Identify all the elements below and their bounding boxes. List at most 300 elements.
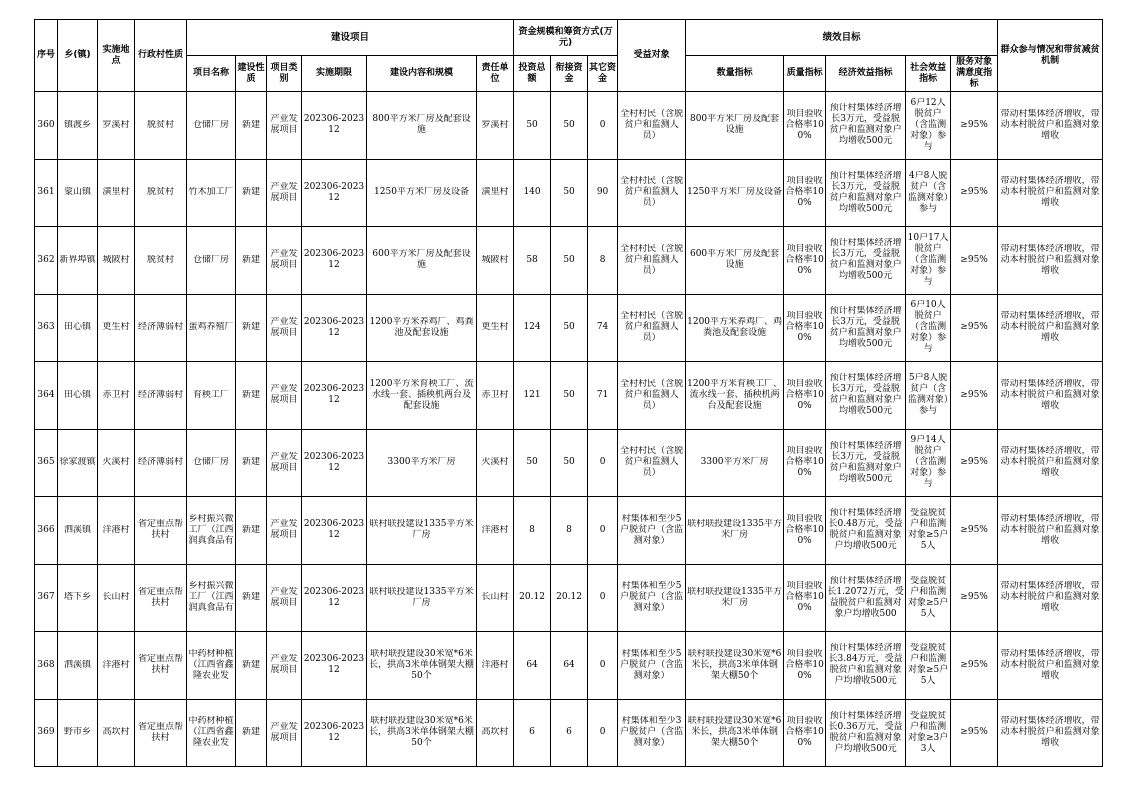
cell-content-text: 600平方米厂房及配套设施 (372, 249, 471, 271)
cell-project-name-text: 仓储厂房 (192, 457, 229, 468)
cell-township-text: 新界埠镇 (59, 254, 96, 265)
cell-economic-text: 预计村集体经济增长3万元，受益脱贫户和监测对象户均增收500元 (829, 440, 902, 484)
cell-mechanism-text: 带动村集体经济增收，带动本村脱贫户和监测对象增收 (1000, 648, 1100, 681)
cell-township-text: 徐家渡镇 (59, 457, 96, 468)
cell-township (58, 92, 98, 160)
table-body (35, 92, 1103, 767)
cell-township-text: 泗溪镇 (63, 659, 91, 670)
cell-project-name-text: 竹木加工厂 (188, 187, 234, 198)
cell-village-type-text: 经济薄弱村 (137, 322, 183, 333)
cell-beneficiary (618, 159, 686, 227)
cell-village-type (135, 632, 187, 700)
cell-responsible (477, 227, 514, 295)
cell-satisfaction (951, 362, 998, 430)
cell-location (98, 497, 135, 565)
cell-village-type-text: 脱贫村 (146, 187, 174, 198)
cell-content (367, 429, 477, 497)
cell-content (367, 497, 477, 565)
cell-linked-fund-text: 64 (563, 659, 575, 670)
cell-period (302, 632, 367, 700)
table-row (35, 632, 1103, 700)
cell-mechanism (998, 159, 1103, 227)
cell-seq-text: 369 (37, 727, 55, 738)
cell-beneficiary-text: 村集体和至少3户脱贫户（含监测对象） (620, 716, 684, 749)
cell-build-nature (236, 429, 267, 497)
cell-beneficiary-text: 全村村民（含脱贫户和监测人员） (620, 378, 684, 411)
cell-other-fund-text: 0 (599, 119, 606, 130)
cell-seq (35, 497, 58, 565)
cell-mechanism-text: 带动村集体经济增收，带动本村脱贫户和监测对象增收 (1000, 243, 1100, 276)
cell-period-text: 202306-202312 (303, 586, 365, 608)
cell-linked-fund-text: 50 (563, 119, 575, 130)
cell-quantity-text: 600平方米厂房及配套设施 (689, 249, 780, 271)
cell-category-text: 产业发展项目 (270, 114, 298, 136)
project-table (34, 19, 1103, 767)
cell-social-text: 5户8人脱贫户（含监测对象）参与 (907, 373, 949, 417)
cell-location (98, 699, 135, 767)
cell-location-text: 罗溪村 (102, 119, 130, 130)
cell-economic-text: 预计村集体经济增长1.2072万元，受益脱贫户和监测对象户均增收500 (827, 575, 904, 619)
cell-responsible (477, 497, 514, 565)
cell-build-nature-text: 新建 (241, 119, 260, 130)
cell-period (302, 497, 367, 565)
cell-quality-text: 项目验收合格率100% (785, 311, 824, 344)
cell-economic (826, 92, 906, 160)
cell-responsible-text: 城陂村 (481, 254, 509, 265)
cell-township-text: 蒙山镇 (63, 187, 91, 198)
cell-category-text: 产业发展项目 (270, 451, 298, 473)
cell-responsible-text: 高坎村 (481, 727, 509, 738)
cell-mechanism (998, 92, 1103, 160)
cell-total-investment-text: 20.12 (519, 592, 545, 603)
cell-content (367, 227, 477, 295)
cell-township (58, 362, 98, 430)
cell-location-text: 城陂村 (102, 254, 130, 265)
cell-mechanism-text: 带动村集体经济增收，带动本村脱贫户和监测对象增收 (1000, 378, 1100, 411)
cell-quantity (686, 294, 784, 362)
cell-village-type (135, 362, 187, 430)
cell-social-text: 6户12人脱贫户（含监测对象）参与 (910, 97, 947, 152)
cell-build-nature (236, 497, 267, 565)
cell-linked-fund-text: 50 (563, 322, 575, 333)
cell-other-fund (588, 362, 618, 430)
cell-beneficiary-text: 村集体和至少5户脱贫户（含监测对象） (620, 581, 684, 614)
cell-mechanism-text: 带动村集体经济增收，带动本村脱贫户和监测对象增收 (1000, 446, 1100, 479)
cell-economic (826, 699, 906, 767)
cell-satisfaction (951, 699, 998, 767)
cell-satisfaction-text: ≥95% (960, 322, 988, 333)
cell-social-text: 受益脱贫户和监测对象≥3户3人 (907, 710, 949, 754)
cell-build-nature (236, 294, 267, 362)
cell-beneficiary-text: 村集体和至少5户脱贫户（含监测对象） (620, 513, 684, 546)
col-social-header: 社会效益指标 (906, 56, 951, 92)
cell-period (302, 564, 367, 632)
cell-quality-text: 项目验收合格率100% (785, 716, 824, 749)
cell-quantity-text: 3300平方米厂房 (700, 457, 769, 468)
cell-seq (35, 632, 58, 700)
cell-economic (826, 294, 906, 362)
cell-village-type (135, 699, 187, 767)
cell-mechanism (998, 429, 1103, 497)
cell-content (367, 699, 477, 767)
cell-total-investment (514, 497, 551, 565)
cell-village-type-text: 经济薄弱村 (137, 457, 183, 468)
cell-social (906, 632, 951, 700)
cell-village-type (135, 497, 187, 565)
cell-quality (784, 429, 826, 497)
cell-other-fund-text: 0 (599, 727, 606, 738)
cell-quality-text: 项目验收合格率100% (785, 446, 824, 479)
cell-category (267, 294, 302, 362)
cell-township (58, 429, 98, 497)
cell-other-fund (588, 564, 618, 632)
cell-category (267, 497, 302, 565)
cell-other-fund-text: 8 (599, 254, 606, 265)
cell-period-text: 202306-202312 (303, 519, 365, 541)
cell-quality-text: 项目验收合格率100% (785, 581, 824, 614)
cell-beneficiary (618, 497, 686, 565)
cell-seq-text: 360 (37, 119, 55, 130)
cell-content-text: 联村联投建设1335平方米厂房 (369, 519, 474, 541)
cell-period-text: 202306-202312 (303, 114, 365, 136)
cell-total-investment (514, 227, 551, 295)
cell-build-nature-text: 新建 (241, 659, 260, 670)
cell-category-text: 产业发展项目 (270, 181, 298, 203)
cell-total-investment (514, 294, 551, 362)
cell-mechanism (998, 699, 1103, 767)
cell-seq (35, 159, 58, 227)
table-row (35, 92, 1103, 160)
cell-category-text: 产业发展项目 (270, 721, 298, 743)
cell-period-text: 202306-202312 (303, 181, 365, 203)
cell-linked-fund-text: 50 (563, 457, 575, 468)
cell-project-name (187, 92, 236, 160)
cell-total-investment (514, 632, 551, 700)
funding-group-header: 资金规模和筹资方式(万元) (514, 20, 618, 56)
col-township-header: 乡(镇) (58, 20, 98, 92)
cell-responsible-text: 更生村 (481, 322, 509, 333)
cell-satisfaction (951, 294, 998, 362)
cell-project-name-text: 乡村振兴微工厂（江西润真食品有 (188, 513, 234, 546)
cell-township-text: 田心镇 (63, 322, 91, 333)
col-quality-header: 质量指标 (784, 56, 826, 92)
cell-category (267, 632, 302, 700)
cell-satisfaction-text: ≥95% (960, 524, 988, 535)
cell-beneficiary (618, 429, 686, 497)
cell-total-investment-text: 58 (526, 254, 538, 265)
cell-quantity-text: 联村联投建设1335平方米厂房 (687, 519, 783, 541)
cell-quantity-text: 1200平方米育秧工厂、流水线一套、插秧机两台及配套设施 (687, 378, 783, 411)
cell-project-name (187, 699, 236, 767)
cell-quantity (686, 227, 784, 295)
cell-category-text: 产业发展项目 (270, 586, 298, 608)
cell-category (267, 699, 302, 767)
cell-responsible (477, 362, 514, 430)
cell-other-fund (588, 159, 618, 227)
cell-build-nature-text: 新建 (241, 727, 260, 738)
cell-seq-text: 367 (37, 592, 55, 603)
project-table-sheet (34, 19, 1100, 767)
cell-township-text: 泗溪镇 (63, 524, 91, 535)
col-economic-header: 经济效益指标 (826, 56, 906, 92)
col-content-header: 建设内容和规模 (367, 56, 477, 92)
cell-content-text: 联村联投建设30米宽*6米长，拱高3米单体钢架大棚50个 (369, 648, 474, 681)
cell-other-fund (588, 227, 618, 295)
cell-mechanism-text: 带动村集体经济增收，带动本村脱贫户和监测对象增收 (1000, 716, 1100, 749)
cell-economic-text: 预计村集体经济增长3万元，受益脱贫户和监测对象户均增收500元 (829, 103, 902, 147)
cell-village-type-text: 省定重点帮扶村 (137, 654, 183, 676)
table-row (35, 159, 1103, 227)
cell-location (98, 227, 135, 295)
cell-quality (784, 564, 826, 632)
cell-beneficiary (618, 699, 686, 767)
col-linked-header: 衔接资金 (551, 56, 588, 92)
cell-total-investment-text: 50 (526, 457, 538, 468)
cell-content-text: 800平方米厂房及配套设施 (372, 114, 471, 136)
cell-economic (826, 159, 906, 227)
cell-project-name-text: 仓储厂房 (192, 119, 229, 130)
cell-linked-fund-text: 8 (566, 524, 572, 535)
cell-village-type-text: 省定重点帮扶村 (137, 721, 183, 743)
cell-seq-text: 362 (37, 254, 55, 265)
cell-quality-text: 项目验收合格率100% (785, 176, 824, 209)
cell-other-fund-text: 71 (596, 389, 609, 400)
cell-township (58, 159, 98, 227)
cell-quality-text: 项目验收合格率100% (785, 108, 824, 141)
cell-quality (784, 227, 826, 295)
cell-seq-text: 368 (37, 659, 55, 670)
cell-other-fund (588, 294, 618, 362)
cell-mechanism (998, 362, 1103, 430)
cell-project-name-text: 中药材种植（江西省鑫隆农业发 (188, 648, 234, 681)
cell-quality (784, 92, 826, 160)
cell-project-name-text: 中药材种植（江西省鑫隆农业发 (188, 716, 234, 749)
cell-linked-fund (551, 294, 588, 362)
cell-total-investment-text: 50 (526, 119, 538, 130)
table-row (35, 497, 1103, 565)
cell-build-nature-text: 新建 (241, 524, 260, 535)
cell-location-text: 洋港村 (102, 524, 130, 535)
cell-quality (784, 362, 826, 430)
cell-village-type (135, 159, 187, 227)
col-responsible-header: 责任单位 (477, 56, 514, 92)
cell-responsible (477, 92, 514, 160)
cell-beneficiary-text: 全村村民（含脱贫户和监测人员） (620, 446, 684, 479)
cell-linked-fund (551, 159, 588, 227)
table-row (35, 564, 1103, 632)
cell-quantity (686, 362, 784, 430)
cell-economic-text: 预计村集体经济增长3万元，受益脱贫户和监测对象户均增收500元 (829, 170, 902, 214)
cell-seq-text: 366 (37, 524, 55, 535)
cell-social (906, 362, 951, 430)
cell-total-investment (514, 699, 551, 767)
cell-period (302, 362, 367, 430)
cell-project-name (187, 429, 236, 497)
cell-township-text: 野市乡 (63, 727, 91, 738)
cell-quality-text: 项目验收合格率100% (785, 648, 824, 681)
cell-quantity (686, 497, 784, 565)
cell-total-investment-text: 8 (529, 524, 535, 535)
cell-village-type (135, 227, 187, 295)
col-beneficiary-header: 受益对象 (618, 20, 686, 92)
cell-total-investment (514, 429, 551, 497)
cell-period-text: 202306-202312 (303, 721, 365, 743)
cell-economic-text: 预计村集体经济增长0.36万元，受益脱贫户和监测对象户均增收500元 (828, 710, 903, 754)
cell-period (302, 159, 367, 227)
cell-satisfaction-text: ≥95% (960, 659, 988, 670)
cell-mechanism (998, 632, 1103, 700)
table-row (35, 699, 1103, 767)
col-village-type-header: 行政村性质 (135, 20, 187, 92)
cell-total-investment-text: 124 (523, 322, 541, 333)
cell-location (98, 294, 135, 362)
cell-content-text: 1250平方米厂房及设备 (374, 187, 469, 198)
cell-content (367, 159, 477, 227)
cell-mechanism (998, 497, 1103, 565)
cell-quality (784, 632, 826, 700)
cell-seq-text: 364 (37, 389, 55, 400)
cell-project-name (187, 159, 236, 227)
cell-content (367, 294, 477, 362)
cell-satisfaction (951, 227, 998, 295)
cell-seq (35, 92, 58, 160)
header-row-2 (35, 56, 1103, 92)
cell-content (367, 362, 477, 430)
cell-quantity (686, 92, 784, 160)
cell-quality (784, 699, 826, 767)
cell-responsible (477, 564, 514, 632)
col-mechanism-header: 群众参与情况和带贫减贫机制 (998, 20, 1103, 92)
cell-period-text: 202306-202312 (303, 249, 365, 271)
cell-build-nature-text: 新建 (241, 187, 260, 198)
cell-responsible-text: 洋港村 (481, 659, 509, 670)
cell-mechanism-text: 带动村集体经济增收，带动本村脱贫户和监测对象增收 (1000, 581, 1100, 614)
cell-project-name-text: 蛋鸡养殖厂 (188, 322, 234, 333)
cell-linked-fund-text: 20.12 (556, 592, 582, 603)
cell-social-text: 受益脱贫户和监测对象≥5户5人 (907, 575, 949, 619)
cell-location-text: 潢里村 (102, 187, 130, 198)
cell-total-investment (514, 564, 551, 632)
cell-quality (784, 294, 826, 362)
project-group-header: 建设项目 (187, 20, 514, 56)
cell-seq-text: 361 (37, 187, 55, 198)
cell-build-nature (236, 699, 267, 767)
cell-location (98, 564, 135, 632)
cell-total-investment (514, 362, 551, 430)
cell-quality-text: 项目验收合格率100% (785, 243, 824, 276)
cell-quality (784, 159, 826, 227)
cell-linked-fund-text: 50 (563, 254, 575, 265)
cell-period-text: 202306-202312 (303, 316, 365, 338)
cell-responsible-text: 潢里村 (481, 187, 509, 198)
cell-location-text: 洋港村 (102, 659, 130, 670)
cell-total-investment-text: 121 (523, 389, 541, 400)
table-row (35, 294, 1103, 362)
cell-category-text: 产业发展项目 (270, 519, 298, 541)
cell-economic-text: 预计村集体经济增长3.84万元，受益脱贫户和监测对象户均增收500元 (828, 643, 903, 687)
cell-beneficiary (618, 632, 686, 700)
cell-location (98, 92, 135, 160)
cell-linked-fund (551, 564, 588, 632)
cell-mechanism-text: 带动村集体经济增收，带动本村脱贫户和监测对象增收 (1000, 176, 1100, 209)
cell-seq (35, 294, 58, 362)
cell-project-name (187, 227, 236, 295)
cell-other-fund (588, 497, 618, 565)
cell-category-text: 产业发展项目 (270, 384, 298, 406)
cell-other-fund (588, 699, 618, 767)
cell-linked-fund-text: 50 (563, 389, 575, 400)
cell-location (98, 159, 135, 227)
cell-category (267, 362, 302, 430)
cell-village-type (135, 429, 187, 497)
cell-social (906, 497, 951, 565)
cell-quantity-text: 联村联投建设1335平方米厂房 (687, 586, 783, 608)
cell-satisfaction (951, 564, 998, 632)
cell-satisfaction-text: ≥95% (960, 389, 988, 400)
cell-mechanism (998, 294, 1103, 362)
cell-township (58, 699, 98, 767)
col-location-header: 实施地点 (98, 20, 135, 92)
cell-category (267, 564, 302, 632)
cell-content-text: 1200平方米养鸡厂、鸡粪池及配套设施 (369, 316, 474, 338)
cell-social (906, 294, 951, 362)
cell-project-name (187, 564, 236, 632)
cell-satisfaction-text: ≥95% (960, 457, 988, 468)
cell-township-text: 镇渡乡 (63, 119, 91, 130)
cell-quality-text: 项目验收合格率100% (785, 513, 824, 546)
cell-economic-text: 预计村集体经济增长3万元，受益脱贫户和监测对象户均增收500元 (829, 238, 902, 282)
cell-content (367, 564, 477, 632)
cell-responsible (477, 159, 514, 227)
cell-build-nature (236, 92, 267, 160)
cell-satisfaction-text: ≥95% (960, 592, 988, 603)
cell-responsible-text: 罗溪村 (481, 119, 509, 130)
cell-period (302, 699, 367, 767)
cell-social-text: 6户10人脱贫户（含监测对象）参与 (910, 300, 947, 355)
cell-content-text: 3300平方米厂房 (387, 457, 456, 468)
cell-build-nature-text: 新建 (241, 389, 260, 400)
cell-seq (35, 699, 58, 767)
cell-economic (826, 429, 906, 497)
cell-build-nature (236, 227, 267, 295)
cell-responsible-text: 火溪村 (481, 457, 509, 468)
col-period-header: 实施期限 (302, 56, 367, 92)
cell-mechanism-text: 带动村集体经济增收，带动本村脱贫户和监测对象增收 (1000, 108, 1100, 141)
cell-responsible (477, 429, 514, 497)
cell-category-text: 产业发展项目 (270, 316, 298, 338)
cell-responsible (477, 632, 514, 700)
cell-beneficiary-text: 全村村民（含脱贫户和监测人员） (620, 176, 684, 209)
header-row-1 (35, 20, 1103, 56)
cell-total-investment (514, 92, 551, 160)
cell-linked-fund (551, 227, 588, 295)
cell-beneficiary (618, 294, 686, 362)
col-build-nature-header: 建设性质 (236, 56, 267, 92)
cell-other-fund-text: 0 (599, 592, 606, 603)
cell-social-text: 10户17人脱贫户（含监测对象）参与 (907, 232, 949, 287)
cell-linked-fund (551, 632, 588, 700)
cell-satisfaction (951, 92, 998, 160)
cell-satisfaction-text: ≥95% (960, 187, 988, 198)
cell-economic-text: 预计村集体经济增长3万元，受益脱贫户和监测对象户均增收500元 (829, 373, 902, 417)
cell-linked-fund-text: 50 (563, 187, 575, 198)
cell-beneficiary (618, 227, 686, 295)
cell-quantity-text: 1200平方米养鸡厂、鸡粪池及配套设施 (687, 316, 783, 338)
cell-satisfaction (951, 632, 998, 700)
cell-other-fund (588, 429, 618, 497)
cell-project-name (187, 362, 236, 430)
cell-township (58, 294, 98, 362)
